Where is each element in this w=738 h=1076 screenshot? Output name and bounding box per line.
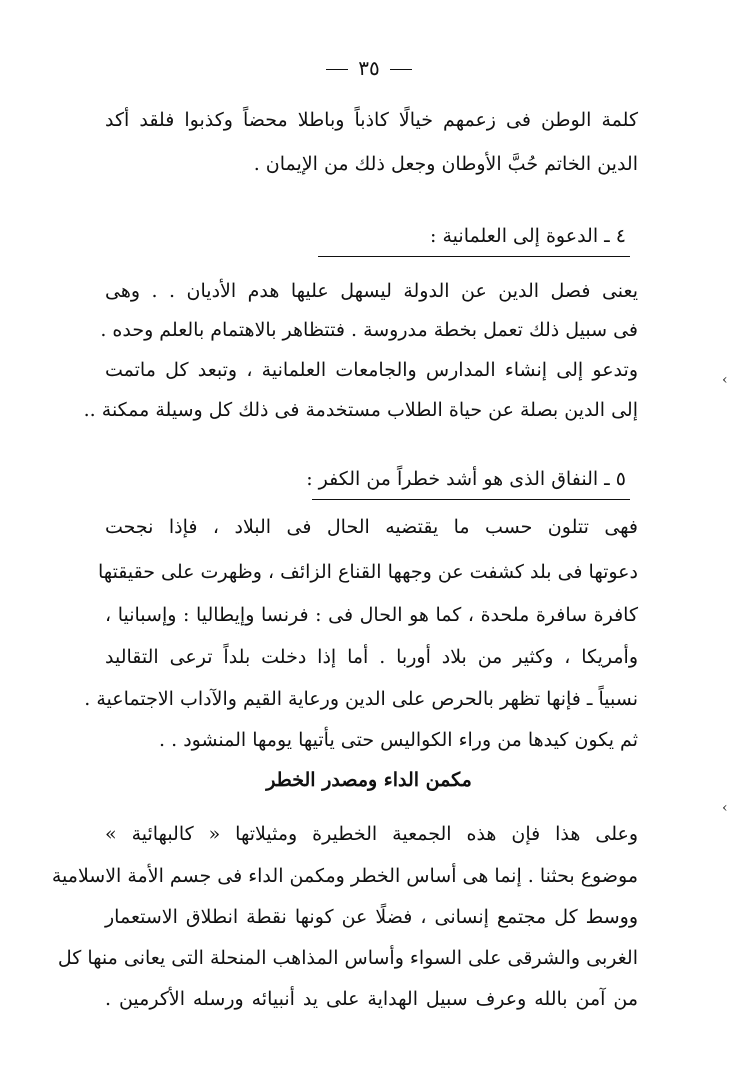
paragraph-line: ثم يكون كيدها من وراء الكواليس حتى يأتيها يومها المنشود . .	[159, 729, 638, 751]
paragraph-line: وعلى هذا فإن هذه الجمعية الخطيرة ومثيلاتها « كالبهائية »	[105, 823, 638, 845]
paragraph-line: الدين الخاتم حُبَّ الأوطان وجعل ذلك من الإيمان .	[253, 153, 638, 175]
page-number-dash-left	[390, 69, 412, 70]
paragraph-line: فهى تتلون حسب ما يقتضيه الحال فى البلاد ، فإذا نجحت	[105, 516, 638, 538]
scan-mark: ‹	[722, 372, 728, 388]
heading-underline	[318, 256, 630, 257]
paragraph-line: كلمة الوطن فى زعمهم خيالًا كاذباً وباطلا محضاً وكذبوا فلقد أكد	[105, 109, 638, 131]
page-number-dash-right	[326, 69, 348, 70]
subheading: مكمن الداء ومصدر الخطر	[266, 769, 472, 791]
page-number	[0, 56, 738, 80]
page-number-text: ٣٥	[358, 56, 380, 80]
paragraph-line: موضوع بحثنا . إنما هى أساس الخطر ومكمن الداء فى جسم الأمة الاسلامية	[51, 865, 638, 887]
paragraph-line: ووسط كل مجتمع إنسانى ، فضلًا عن كونها نقطة انطلاق الاستعمار	[105, 906, 638, 928]
section-heading-hypocrisy: ٥ ـ النفاق الذى هو أشد خطراً من الكفر :	[306, 468, 626, 490]
paragraph-line: نسبياً ـ فإنها تظهر بالحرص على الدين ورعاية القيم والآداب الاجتماعية .	[84, 688, 638, 710]
paragraph-line: الغربى والشرقى على السواء وأساس المذاهب المنحلة التى يعانى منها كل	[57, 947, 638, 969]
heading-underline	[312, 499, 630, 500]
paragraph-line: كافرة سافرة ملحدة ، كما هو الحال فى : فرنسا وإيطاليا : وإسبانيا ،	[105, 604, 638, 626]
paragraph-line: فى سبيل ذلك تعمل بخطة مدروسة . فتتظاهر بالاهتمام بالعلم وحده .	[100, 319, 638, 341]
section-heading-secularism: ٤ ـ الدعوة إلى العلمانية :	[430, 225, 626, 247]
scan-mark: ‹	[722, 800, 728, 816]
paragraph-line: وأمريكا ، وكثير من بلاد أوربا . أما إذا دخلت بلداً ترعى التقاليد	[105, 646, 638, 668]
paragraph-line: وتدعو إلى إنشاء المدارس والجامعات العلمانية ، وتبعد كل ماتمت	[105, 359, 638, 381]
paragraph-line: من آمن بالله وعرف سبيل الهداية على يد أنبيائه ورسله الأكرمين .	[105, 988, 638, 1010]
paragraph-line: دعوتها فى بلد كشفت عن وجهها القناع الزائف ، وظهرت على حقيقتها	[98, 561, 638, 583]
paragraph-line: إلى الدين بصلة عن حياة الطلاب مستخدمة فى ذلك كل وسيلة ممكنة ..	[83, 399, 638, 421]
paragraph-line: يعنى فصل الدين عن الدولة ليسهل عليها هدم الأديان . . وهى	[105, 280, 638, 302]
